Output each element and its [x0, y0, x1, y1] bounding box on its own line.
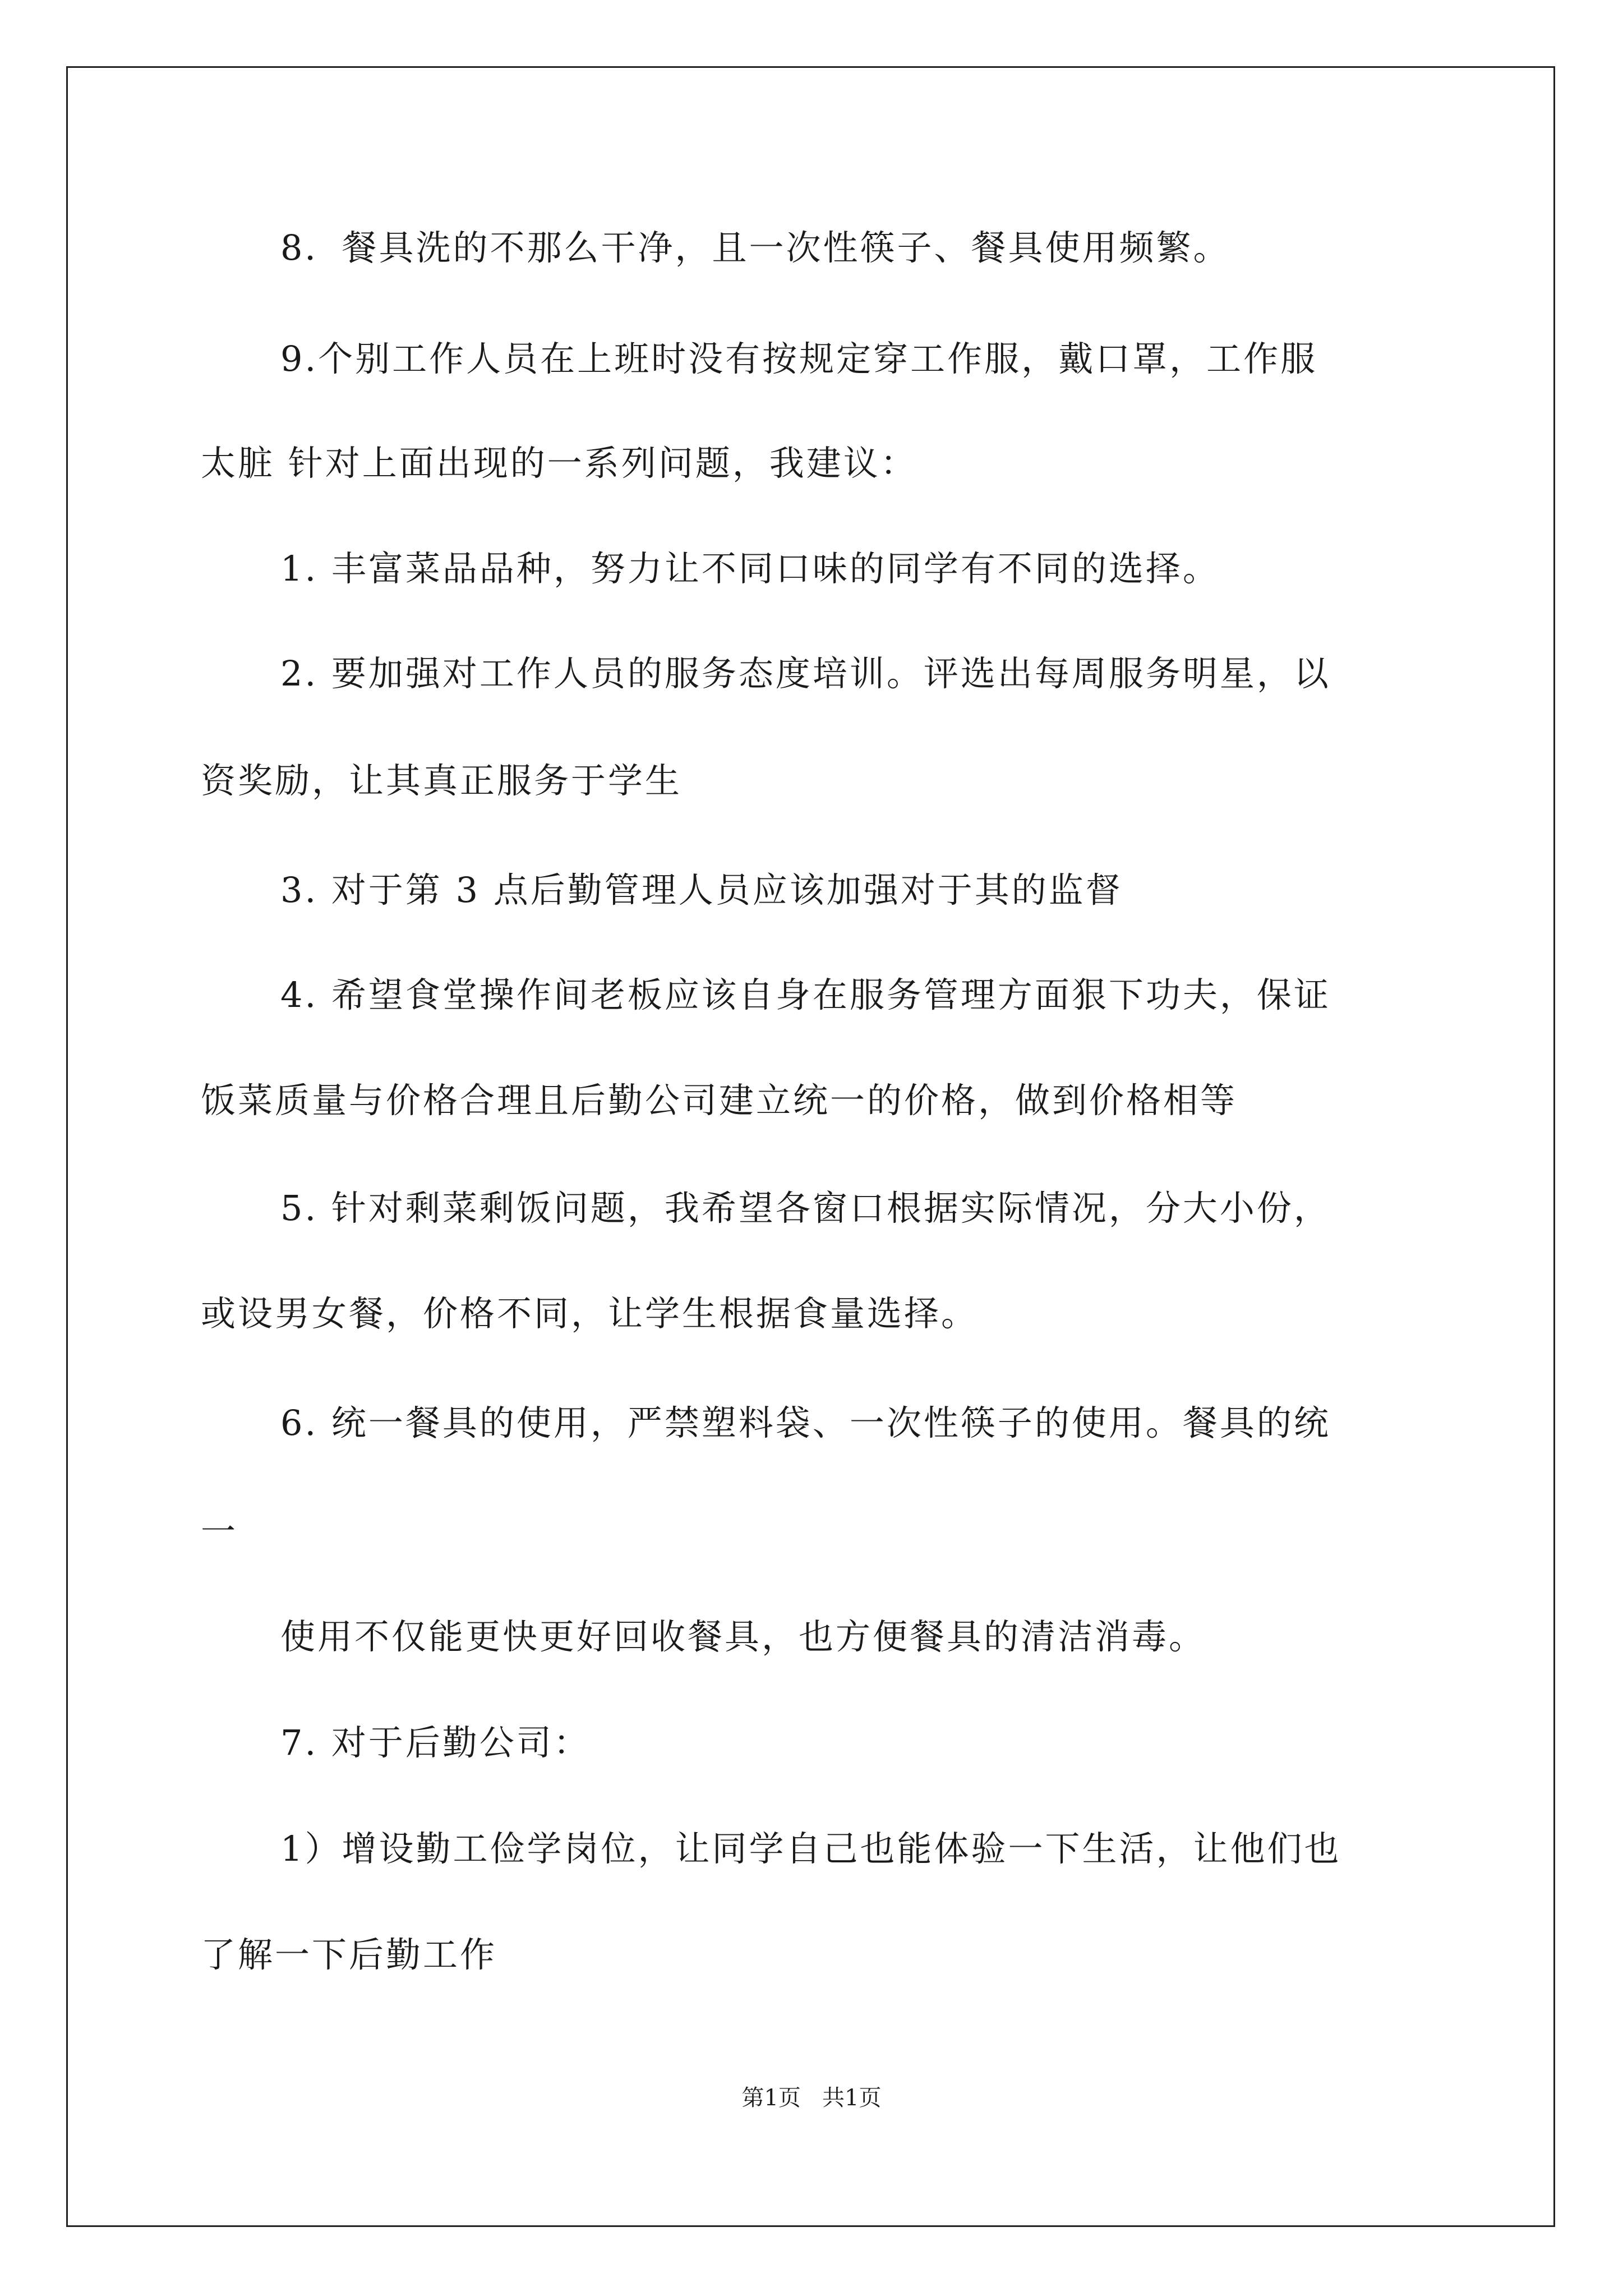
paragraph-line: 或设男女餐，价格不同，让学生根据食量选择。 [201, 1293, 979, 1334]
page-border [66, 66, 1555, 2227]
paragraph-line: 资奖励，让其真正服务于学生 [201, 760, 683, 801]
page-footer: 第1页 共1页 [741, 2085, 882, 2111]
paragraph-line: 了解一下后勤工作 [201, 1934, 497, 1975]
paragraph-line: 一 [201, 1511, 238, 1552]
paragraph-line: 饭菜质量与价格合理且后勤公司建立统一的价格，做到价格相等 [201, 1080, 1238, 1121]
paragraph-line: 4. 希望食堂操作间老板应该自身在服务管理方面狠下功夫，保证 [280, 974, 1331, 1015]
paragraph-line: 2. 要加强对工作人员的服务态度培训。评选出每周服务明星，以 [280, 653, 1331, 694]
paragraph-line: 使用不仅能更快更好回收餐具，也方便餐具的清洁消毒。 [280, 1616, 1206, 1657]
paragraph-line: 3. 对于第 3 点后勤管理人员应该加强对于其的监督 [280, 869, 1123, 910]
paragraph-line: 5. 针对剩菜剩饭问题，我希望各窗口根据实际情况，分大小份， [280, 1188, 1331, 1228]
paragraph-line: 1. 丰富菜品品种，努力让不同口味的同学有不同的选择。 [280, 548, 1220, 589]
paragraph-line: 太脏 针对上面出现的一系列问题，我建议： [201, 443, 917, 484]
paragraph-line: 9.个别工作人员在上班时没有按规定穿工作服，戴口罩，工作服 [280, 338, 1318, 379]
paragraph-line: 1）增设勤工俭学岗位，让同学自己也能体验一下生活，让他们也 [280, 1828, 1341, 1869]
paragraph-line: 6. 统一餐具的使用，严禁塑料袋、一次性筷子的使用。餐具的统 [280, 1402, 1331, 1443]
paragraph-line: 8．餐具洗的不那么干净，且一次性筷子、餐具使用频繁。 [280, 227, 1230, 268]
paragraph-line: 7. 对于后勤公司： [280, 1722, 591, 1763]
